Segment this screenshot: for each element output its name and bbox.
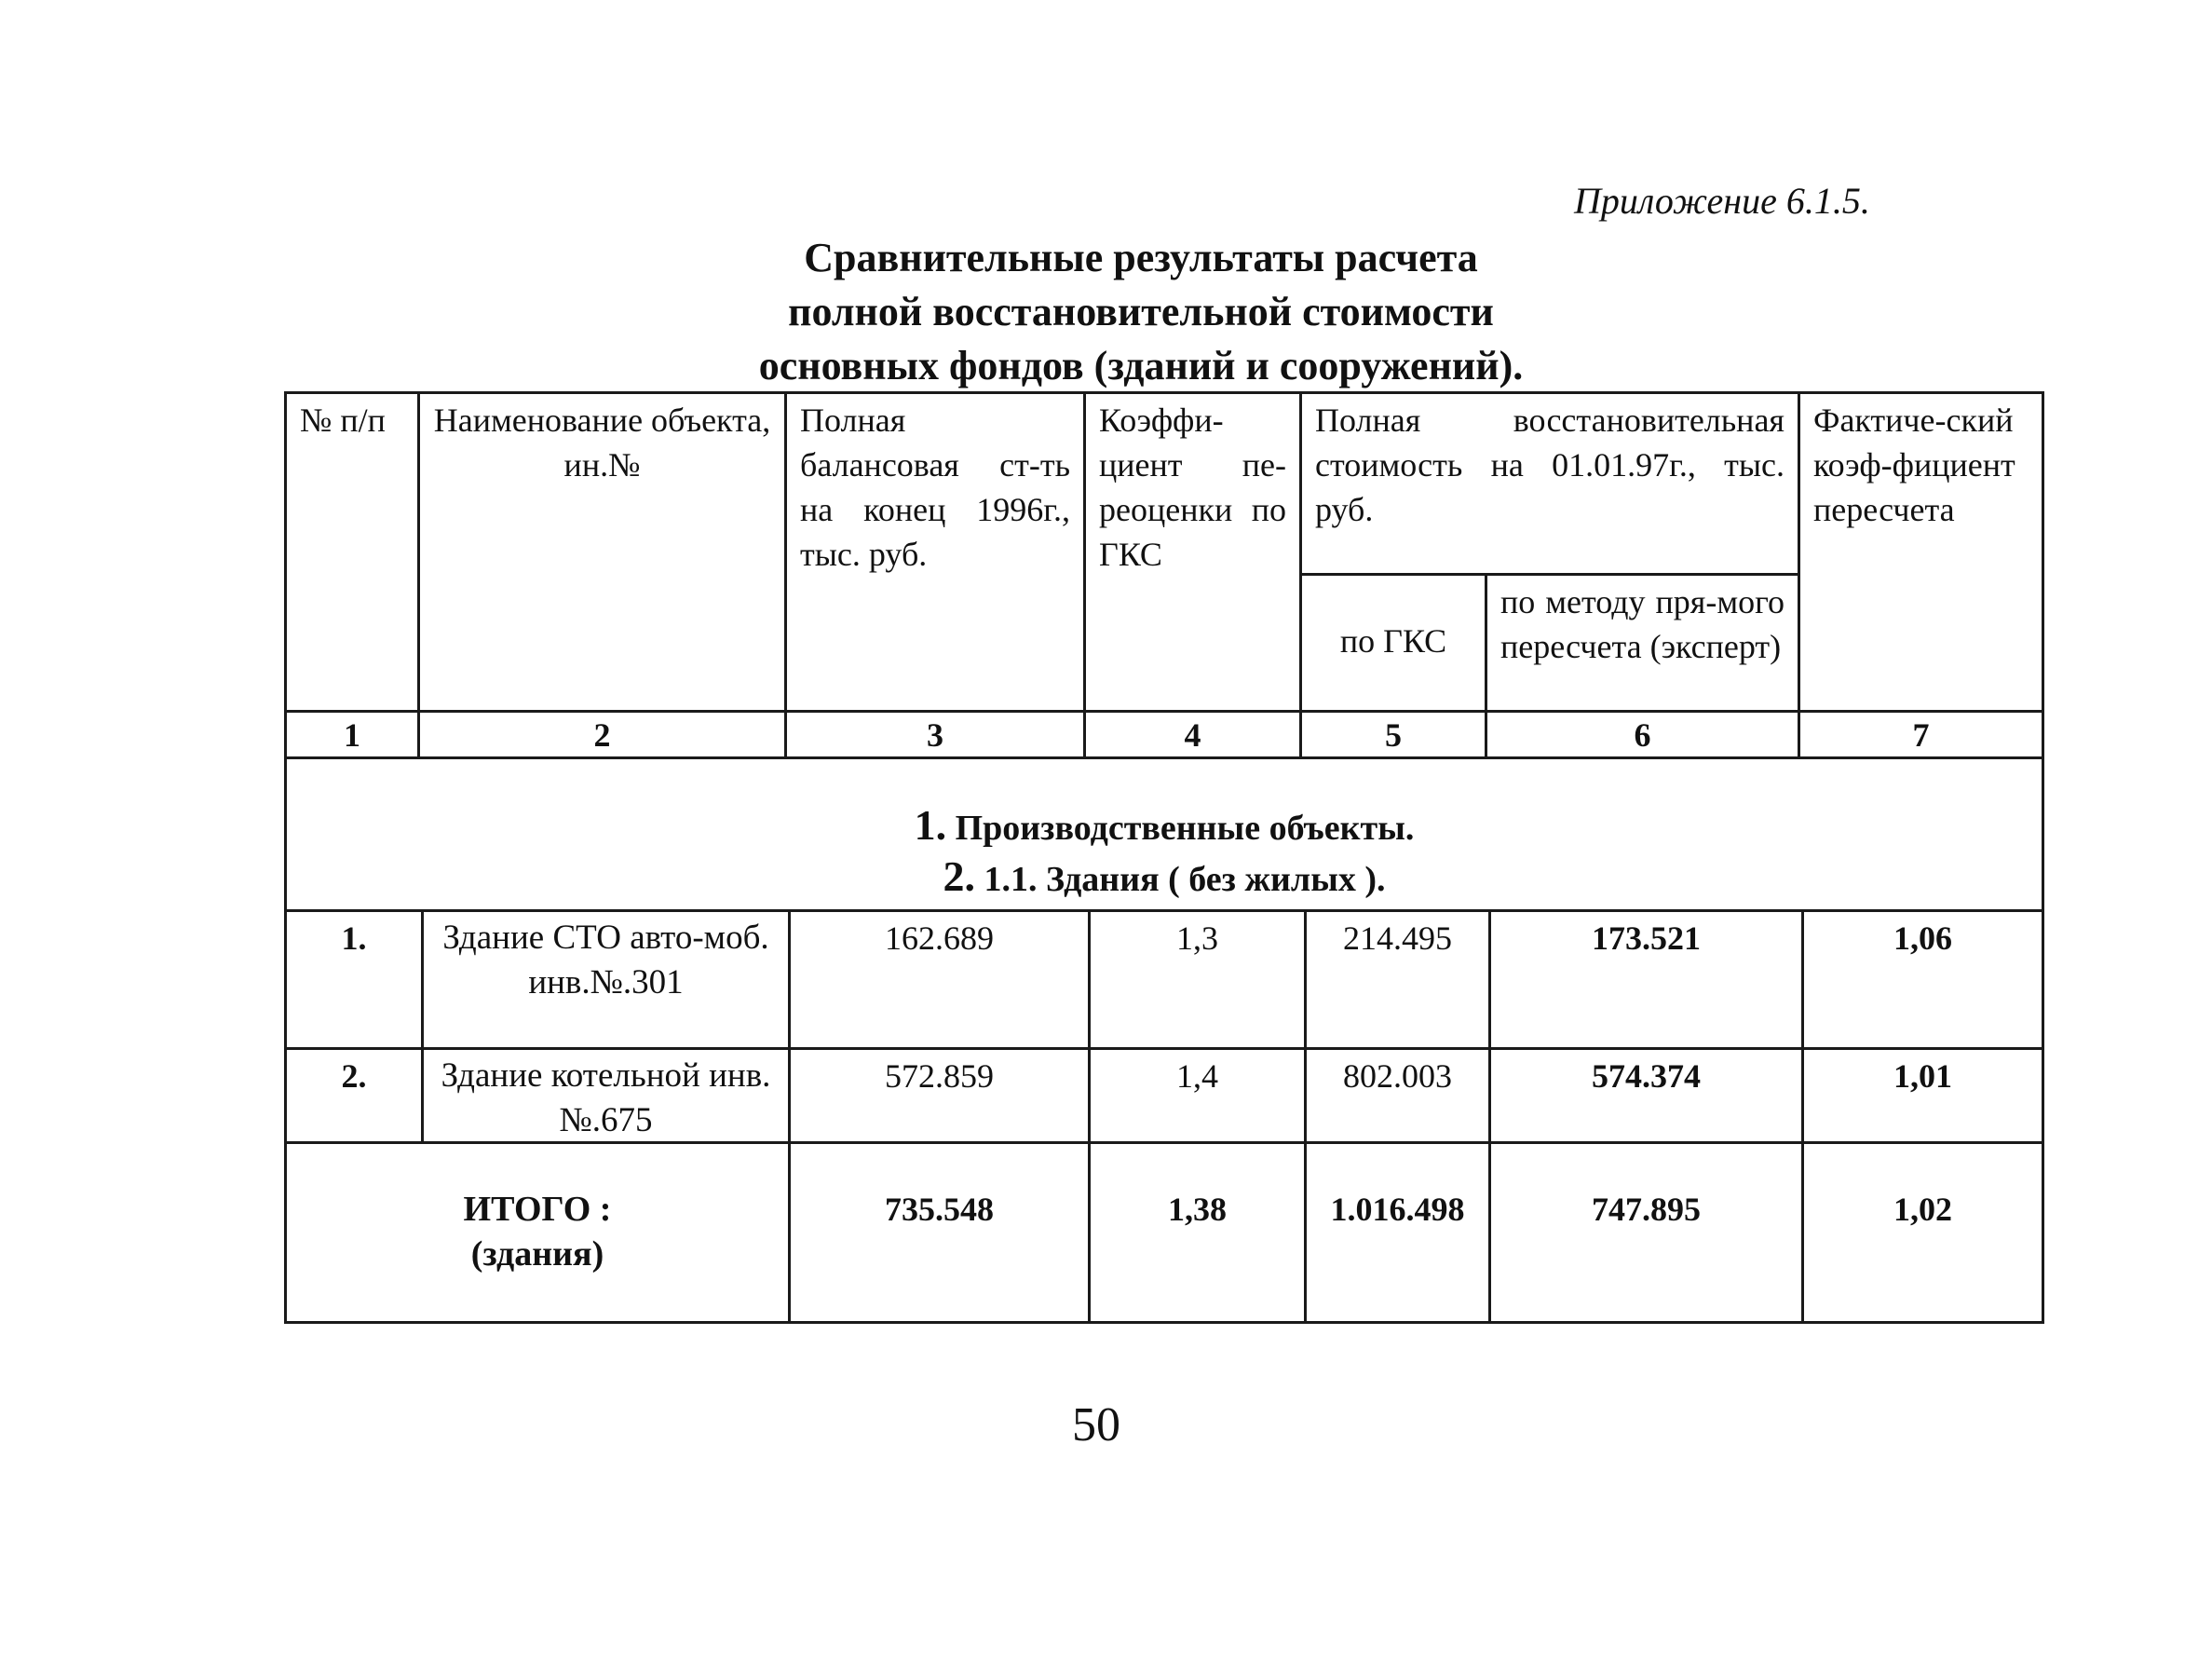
colnum-6: 6 [1634, 716, 1651, 754]
colnum-2: 2 [593, 716, 611, 754]
total-sublabel: (здания) [470, 1234, 604, 1274]
header-object-name: Наименование объекта, ин.№ [433, 402, 771, 484]
page-number: 50 [1072, 1398, 1120, 1451]
section-num-1: 1. [914, 801, 947, 849]
row1-actual-factor: 1,06 [1893, 920, 1952, 957]
row1-cost-gks: 214.495 [1343, 920, 1452, 957]
row1-balance-cost: 162.689 [885, 920, 994, 957]
total-cost-gks: 1.016.498 [1330, 1191, 1465, 1228]
row2-object-name: Здание котельной инв.№.675 [441, 1056, 771, 1139]
colnum-5: 5 [1385, 716, 1402, 754]
header-by-gks: по ГКС [1339, 622, 1447, 660]
section-text-2: 1.1. Здания ( без жилых ). [984, 860, 1386, 899]
row2-actual-factor: 1,01 [1893, 1057, 1952, 1095]
total-cost-expert: 747.895 [1592, 1191, 1701, 1228]
row2-bottom-line [284, 1141, 2044, 1144]
row2-cost-expert: 574.374 [1592, 1057, 1701, 1095]
title-line-2: полной восстановительной стоимости [788, 289, 1494, 334]
row2-number: 2. [341, 1057, 367, 1095]
total-label-cell [287, 1183, 788, 1321]
colnum-7: 7 [1912, 716, 1930, 754]
title-line-3: основных фондов (зданий и сооружений). [758, 343, 1524, 388]
row2-revaluation-coef: 1,4 [1176, 1057, 1218, 1095]
colnum-1: 1 [344, 716, 360, 754]
header-revaluation-coef: Коэффи-циент пе-реоценки по ГКС [1099, 402, 1286, 573]
section-line-2 [289, 852, 2040, 904]
title-line-1: Сравнительные результаты расчета [804, 235, 1478, 280]
header-number: № п/п [300, 402, 386, 439]
header-balance-cost: Полная балансовая ст-ть на конец 1996г., тыс. руб. [800, 402, 1070, 573]
colnum-3: 3 [927, 716, 943, 754]
row1-number: 1. [341, 920, 367, 957]
row1-object-name: Здание СТО авто-моб. инв.№.301 [442, 919, 769, 1001]
section-line-1 [289, 801, 2040, 852]
colnum-bottom-line [284, 756, 2044, 759]
colnum-4: 4 [1184, 716, 1201, 754]
row1-cost-expert: 173.521 [1592, 920, 1701, 957]
section-heading [289, 801, 2040, 904]
total-label: ИТОГО : [463, 1190, 612, 1229]
row1-revaluation-coef: 1,3 [1176, 920, 1218, 957]
total-balance-cost: 735.548 [885, 1191, 994, 1228]
table-border-bottom [284, 1321, 2044, 1324]
row2-cost-gks: 802.003 [1343, 1057, 1452, 1095]
row2-balance-cost: 572.859 [885, 1057, 994, 1095]
section-text-1: Производственные объекты. [955, 809, 1415, 848]
appendix-label: Приложение 6.1.5. [1574, 180, 1870, 222]
section-num-2: 2. [943, 852, 975, 900]
header-actual-factor: Фактиче-ский коэф-фициент пересчета [1813, 402, 2015, 528]
total-revaluation-coef: 1,38 [1168, 1191, 1227, 1228]
header-by-expert: по методу пря-мого пересчета (эксперт) [1500, 583, 1785, 665]
vline-right [2042, 391, 2044, 1324]
total-actual-factor: 1,02 [1893, 1191, 1952, 1228]
header-replacement-cost-group: Полная восстановительная стоимость на 01.01.97г., тыс. руб. [1315, 402, 1785, 528]
